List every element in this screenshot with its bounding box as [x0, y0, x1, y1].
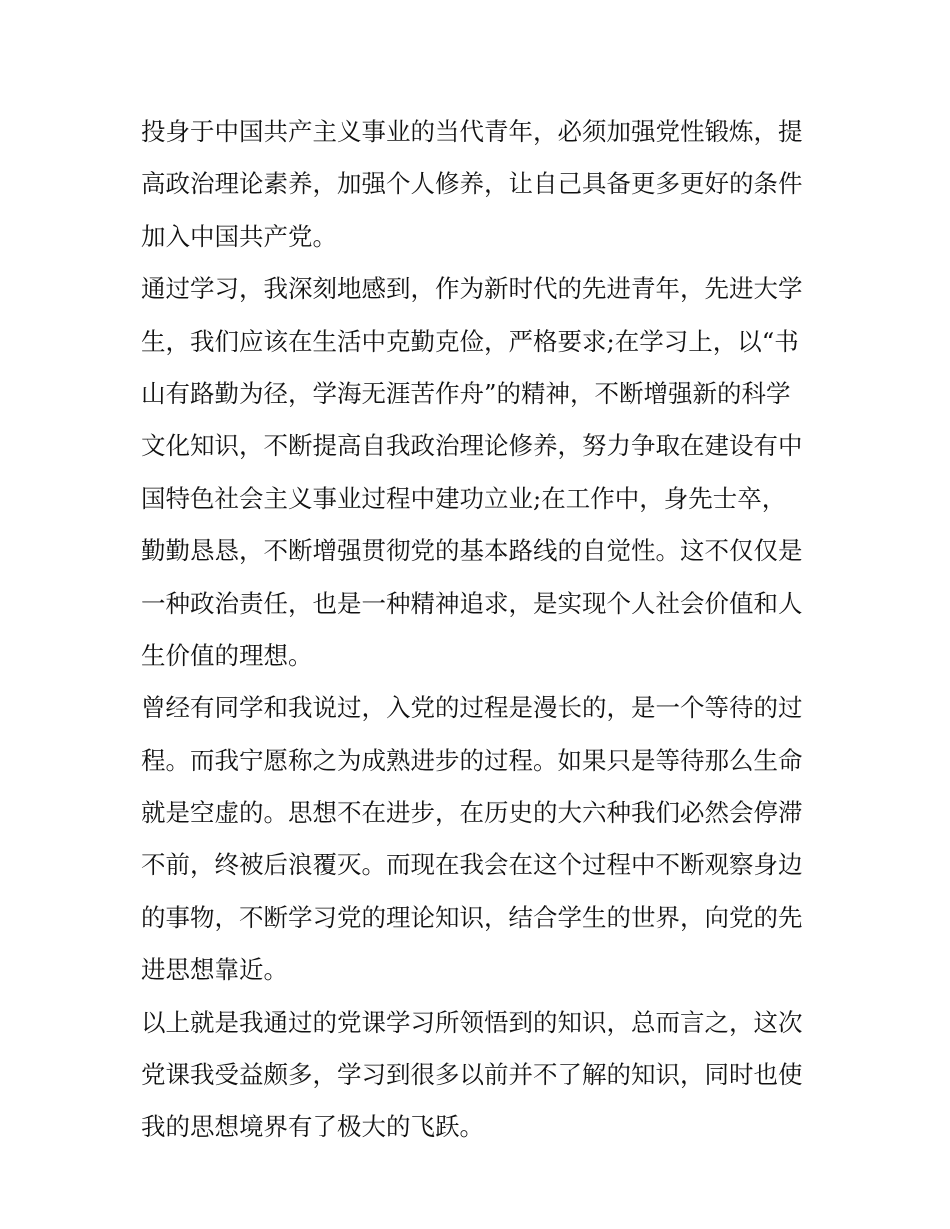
document-body — [141, 106, 813, 1154]
text-line: 高政治理论素养，加强个人修养，让自己具备更多更好的条件 — [141, 169, 803, 199]
text-line: 文化知识，不断提高自我政治理论修养，努力争取在建设有中 — [141, 431, 803, 461]
text-line: 就是空虚的。思想不在进步，在历史的大六种我们必然会停滞 — [141, 798, 803, 828]
text-line: 我的思想境界有了极大的飞跃。 — [141, 1112, 484, 1142]
text-line: 曾经有同学和我说过，入党的过程是漫长的，是一个等待的过 — [141, 693, 803, 723]
text-line: 以上就是我通过的党课学习所领悟到的知识，总而言之，这次 — [141, 1007, 803, 1037]
text-line: 国特色社会主义事业过程中建功立业;在工作中，身先士卒， — [141, 483, 787, 513]
paragraph-2 — [141, 263, 813, 682]
text-line: 进思想靠近。 — [141, 955, 288, 985]
text-line: 一种政治责任，也是一种精神追求，是实现个人社会价值和人 — [141, 588, 803, 618]
text-line: 程。而我宁愿称之为成熟进步的过程。如果只是等待那么生命 — [141, 745, 803, 775]
text-line: 党课我受益颇多，学习到很多以前并不了解的知识，同时也使 — [141, 1060, 803, 1090]
text-line: 山有路勤为径，学海无涯苦作舟”的精神，不断增强新的科学 — [141, 378, 791, 408]
paragraph-3 — [141, 682, 813, 996]
paragraph-4 — [141, 997, 813, 1154]
text-line: 生，我们应该在生活中克勤克俭，严格要求;在学习上，以“书 — [141, 326, 799, 356]
text-line: 的事物，不断学习党的理论知识，结合学生的世界，向党的先 — [141, 902, 803, 932]
text-line: 投身于中国共产主义事业的当代青年，必须加强党性锻炼，提 — [141, 117, 803, 146]
text-line: 勤勤恳恳，不断增强贯彻党的基本路线的自觉性。这不仅仅是 — [141, 536, 803, 566]
text-line: 不前，终被后浪覆灭。而现在我会在这个过程中不断观察身边 — [141, 850, 803, 880]
text-line: 生价值的理想。 — [141, 640, 313, 670]
paragraph-1 — [141, 106, 813, 263]
text-line: 通过学习，我深刻地感到，作为新时代的先进青年，先进大学 — [141, 274, 803, 304]
text-line: 加入中国共产党。 — [141, 221, 337, 251]
